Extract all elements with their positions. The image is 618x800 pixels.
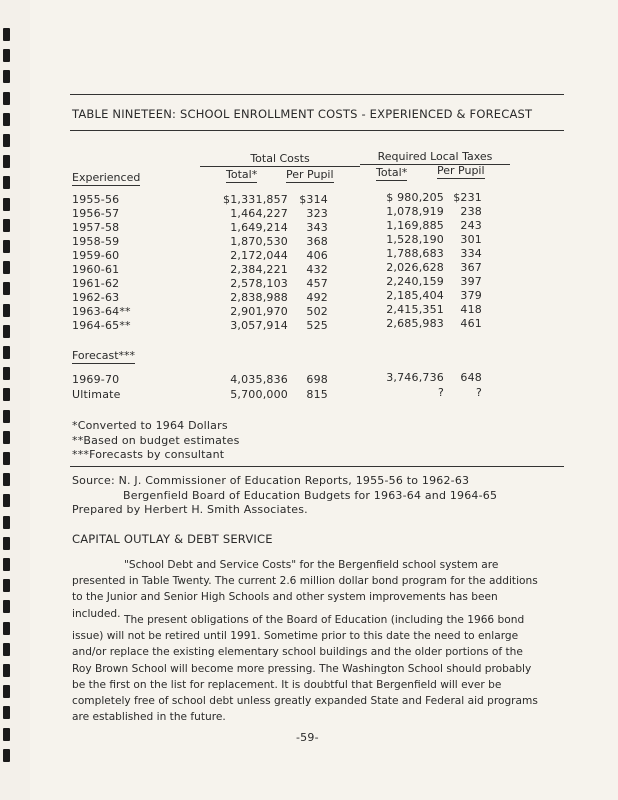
row-per-pupil: 406 [306,248,328,262]
section-heading: CAPITAL OUTLAY & DEBT SERVICE [72,532,273,546]
section-experienced: Experienced [72,171,141,184]
binding-hole [3,113,10,126]
source-line-2: Bergenfield Board of Education Budgets for 1963-64 and 1964-65 [123,489,498,502]
row-total-cost: 2,384,221 [230,262,288,276]
row-total-cost: 1,464,227 [230,206,288,220]
row-per-pupil: 815 [306,387,328,401]
row-tax-total: 3,746,736 [386,371,444,384]
row-tax-total: 2,685,983 [386,316,444,330]
binding-hole [3,155,10,168]
binding-hole [3,410,10,423]
row-year: 1957-58 [72,220,120,234]
row-year: 1956-57 [72,206,120,220]
header-local-taxes: Required Local Taxes [360,150,510,165]
document-page [30,0,618,800]
row-per-pupil: 502 [306,304,328,318]
row-tax-per-pupil: 301 [460,232,482,246]
binding-hole [3,600,10,613]
binding-hole [3,70,10,83]
row-year: 1964-65** [72,318,131,332]
paragraph-2: The present obligations of the Board of Education (including the 1966 bond issue) will not be retired until 1991. Sometime prior to this date the need to enlarge and/or replace the existing elementary school buildings and the older portions of the Roy Brown School will become more pressing. The Washington School should probably be the first on the list for replacement. It is doubtful that Bergenfield will ever be completely free of school debt unless greatly expanded State and Federal aid programs are established in the future. [72,614,538,724]
page-number: -59- [296,731,319,744]
row-tax-total: ? [437,385,444,399]
binding-hole [3,728,10,741]
row-tax-total: 2,240,159 [386,274,444,288]
row-total-cost: 1,649,214 [230,220,288,234]
row-tax-total: 1,169,885 [386,218,444,232]
source-rule [70,466,564,467]
header-tax-per-pupil: Per Pupil [437,164,485,177]
row-tax-per-pupil: ? [475,385,482,399]
row-tax-total: 2,185,404 [386,288,444,302]
row-total-cost: 2,901,970 [230,304,288,318]
row-per-pupil: 492 [306,290,328,304]
binding-hole [3,558,10,571]
row-tax-per-pupil: 648 [460,371,482,384]
row-year: Ultimate [72,387,121,401]
binding-hole [3,664,10,677]
table-title: TABLE NINETEEN: SCHOOL ENROLLMENT COSTS - EXPERIENCED & FORECAST [72,107,533,121]
title-bottom-rule [70,130,564,131]
row-year: 1969-70 [72,373,120,386]
binding-hole [3,28,10,41]
row-tax-total: 2,026,628 [386,260,444,274]
footnote-forecast: ***Forecasts by consultant [72,448,225,461]
row-tax-total: 2,415,351 [386,302,444,316]
binding-hole [3,431,10,444]
footnote-converted: *Converted to 1964 Dollars [72,419,228,432]
binding-hole [3,261,10,274]
row-total-cost: 1,870,530 [230,234,288,248]
row-total-cost: $1,331,857 [223,193,288,206]
header-total-costs: Total Costs [200,152,360,167]
row-per-pupil: 525 [306,318,328,332]
row-tax-per-pupil: 238 [460,204,482,218]
row-tax-total: 1,528,190 [386,232,444,246]
row-tax-per-pupil: 418 [460,302,482,316]
binding-hole [3,388,10,401]
binding-hole [3,579,10,592]
binding-hole [3,537,10,550]
row-total-cost: 2,172,044 [230,248,288,262]
source-line-1: Source: N. J. Commissioner of Education Reports, 1955-56 to 1962-63 [72,474,470,487]
row-tax-total: $ 980,205 [386,191,444,204]
row-per-pupil: $314 [299,193,328,206]
row-total-cost: 3,057,914 [230,318,288,332]
binding-hole [3,643,10,656]
row-year: 1962-63 [72,290,120,304]
binding-hole [3,706,10,719]
footnote-budget: **Based on budget estimates [72,434,240,447]
binding-hole [3,49,10,62]
binding-hole [3,134,10,147]
section-forecast: Forecast*** [72,349,136,362]
title-top-rule [70,94,564,95]
row-tax-per-pupil: 397 [460,274,482,288]
row-per-pupil: 698 [306,373,328,386]
header-tax-total: Total* [376,166,408,179]
row-tax-total: 1,788,683 [386,246,444,260]
binding-hole [3,749,10,762]
binding-hole [3,346,10,359]
binding-hole [3,367,10,380]
row-tax-per-pupil: 334 [460,246,482,260]
paragraph-1: "School Debt and Service Costs" for the Bergenfield school system are presented in Table Twenty. The current 2.6 million dollar bond program for the additions to the Junior and Senior High Schools and other system improvements has been included. [72,559,538,620]
row-total-cost: 5,700,000 [230,387,288,401]
row-per-pupil: 368 [306,234,328,248]
binding-hole [3,176,10,189]
row-per-pupil: 343 [306,220,328,234]
row-total-cost: 2,578,103 [230,276,288,290]
row-per-pupil: 323 [306,206,328,220]
row-tax-per-pupil: $231 [453,191,482,204]
row-year: 1958-59 [72,234,120,248]
row-per-pupil: 432 [306,262,328,276]
binding-hole [3,622,10,635]
binding-hole [3,304,10,317]
binding-hole [3,219,10,232]
spiral-binding [0,0,14,800]
row-year: 1959-60 [72,248,120,262]
row-year: 1960-61 [72,262,120,276]
row-year: 1961-62 [72,276,120,290]
row-tax-per-pupil: 367 [460,260,482,274]
row-tax-total: 1,078,919 [386,204,444,218]
binding-hole [3,92,10,105]
binding-hole [3,198,10,211]
header-total: Total* [226,168,258,181]
row-year: 1955-56 [72,193,120,206]
binding-hole [3,473,10,486]
row-tax-per-pupil: 379 [460,288,482,302]
binding-hole [3,325,10,338]
binding-hole [3,494,10,507]
binding-hole [3,685,10,698]
binding-hole [3,516,10,529]
source-line-3: Prepared by Herbert H. Smith Associates. [72,503,308,516]
row-total-cost: 4,035,836 [230,373,288,386]
row-total-cost: 2,838,988 [230,290,288,304]
row-tax-per-pupil: 243 [460,218,482,232]
row-tax-per-pupil: 461 [460,316,482,330]
binding-hole [3,452,10,465]
binding-hole [3,240,10,253]
binding-hole [3,282,10,295]
row-year: 1963-64** [72,304,131,318]
header-per-pupil: Per Pupil [286,168,334,181]
row-per-pupil: 457 [306,276,328,290]
